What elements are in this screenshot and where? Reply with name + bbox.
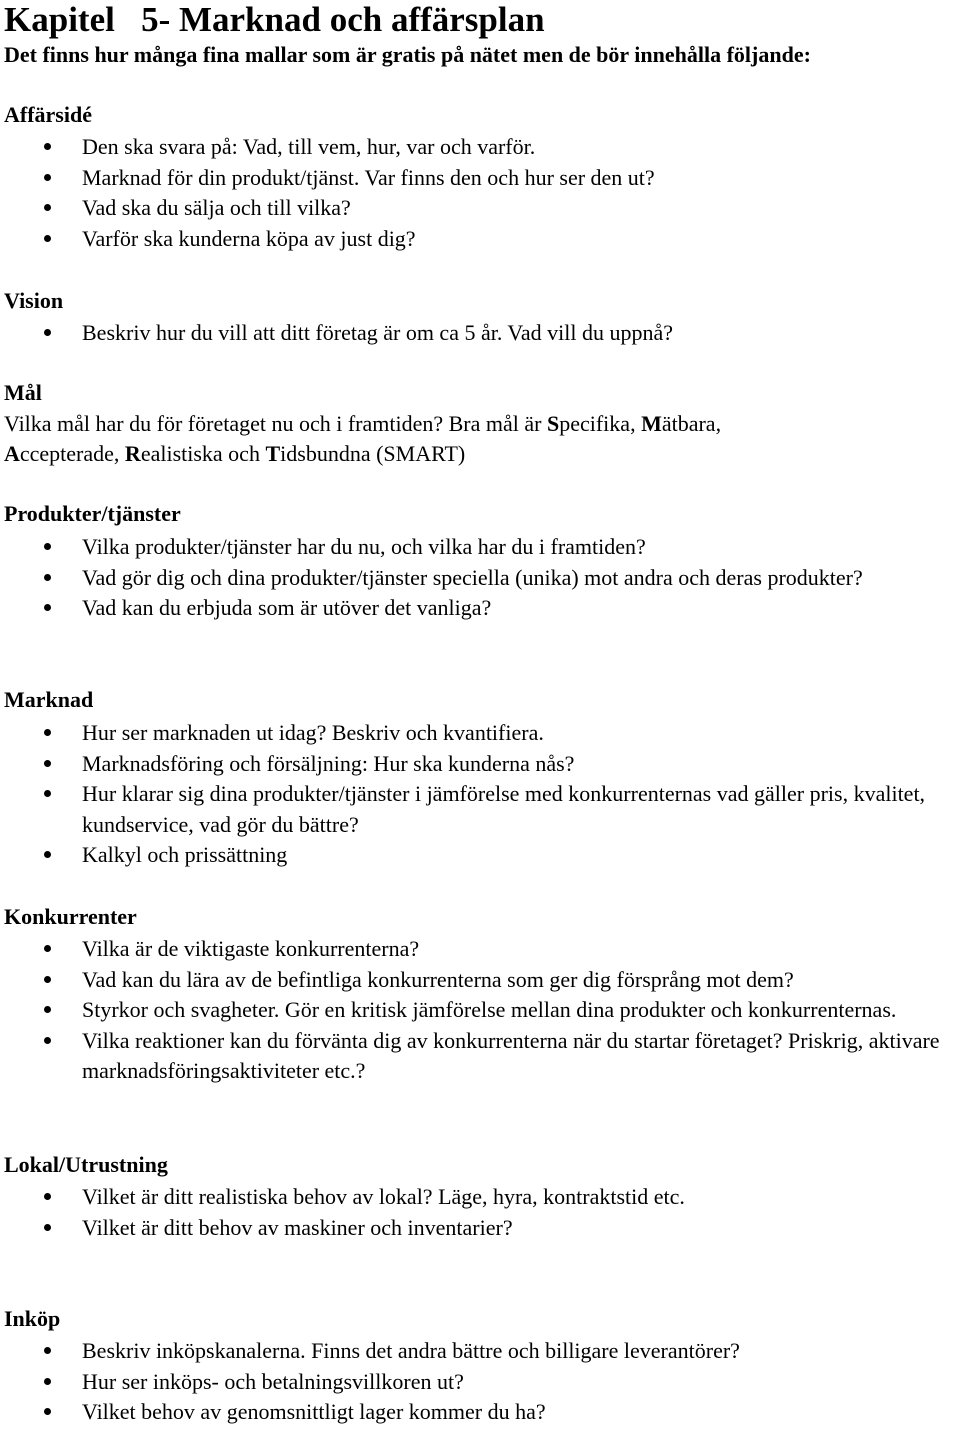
- heading-lokal: Lokal/Utrustning: [4, 1152, 168, 1177]
- list-item: Vilka är de viktigaste konkurrenterna?: [0, 934, 942, 965]
- smart-text: ätbara,: [661, 411, 722, 436]
- smart-text: Vilka mål har du för företaget nu och i framtiden? Bra mål är: [4, 411, 547, 436]
- heading-produkter: Produkter/tjänster: [4, 501, 181, 526]
- heading-marknad: Marknad: [4, 687, 94, 712]
- page-title: Kapitel 5- Marknad och affärsplan: [4, 0, 545, 39]
- list-item: Hur ser marknaden ut idag? Beskriv och kvantifiera.: [0, 718, 942, 749]
- list-item: Marknad för din produkt/tjänst. Var finns den och hur ser den ut?: [0, 163, 942, 194]
- list-item: Vilket är ditt realistiska behov av lokal? Läge, hyra, kontraktstid etc.: [0, 1182, 942, 1213]
- smart-text: ealistiska och: [140, 441, 266, 466]
- list-item: Vilket behov av genomsnittligt lager kommer du ha?: [0, 1397, 942, 1428]
- page-subtitle: Det finns hur många fina mallar som är gratis på nätet men de bör innehålla följande:: [4, 42, 811, 67]
- list-item: Vilka reaktioner kan du förvänta dig av konkurrenterna när du startar företaget? Priskrig, aktivare marknadsföringsaktiviteter etc.?: [0, 1026, 942, 1087]
- list-item: Varför ska kunderna köpa av just dig?: [0, 224, 942, 255]
- list-item: Marknadsföring och försäljning: Hur ska kunderna nås?: [0, 749, 942, 780]
- smart-letter: S: [546, 411, 560, 436]
- smart-paragraph: [4, 409, 954, 469]
- smart-text: idsbundna (SMART): [280, 441, 466, 466]
- list-item: Vilka produkter/tjänster har du nu, och vilka har du i framtiden?: [0, 532, 942, 563]
- list-item: Vad kan du lära av de befintliga konkurrenterna som ger dig försprång mot dem?: [0, 965, 942, 996]
- heading-inkop: Inköp: [4, 1306, 61, 1331]
- list-item: Hur ser inköps- och betalningsvillkoren ut?: [0, 1367, 942, 1398]
- smart-letter: A: [4, 441, 20, 466]
- smart-letter: M: [641, 411, 662, 436]
- heading-vision: Vision: [4, 288, 64, 313]
- list-item: Beskriv hur du vill att ditt företag är om ca 5 år. Vad vill du uppnå?: [0, 318, 942, 349]
- smart-text: ccepterade,: [19, 441, 125, 466]
- list-inkop: [0, 1336, 955, 1428]
- list-item: Vad ska du sälja och till vilka?: [0, 193, 942, 224]
- heading-konkurrenter: Konkurrenter: [4, 904, 137, 929]
- heading-affarside: Affärsidé: [4, 102, 92, 127]
- list-item: Vad gör dig och dina produkter/tjänster speciella (unika) mot andra och deras produkter?: [0, 563, 942, 594]
- list-item: Hur klarar sig dina produkter/tjänster i jämförelse med konkurrenternas vad gäller pris, kvalitet, kundservice, vad gör du bättre?: [0, 779, 942, 840]
- smart-text: pecifika,: [559, 411, 642, 436]
- list-vision: [0, 318, 955, 349]
- list-item: Beskriv inköpskanalerna. Finns det andra bättre och billigare leverantörer?: [0, 1336, 942, 1367]
- smart-letter: R: [124, 441, 141, 466]
- list-item: Styrkor och svagheter. Gör en kritisk jämförelse mellan dina produkter och konkurrenternas.: [0, 995, 942, 1026]
- list-produkter: [0, 532, 955, 624]
- list-affarside: [0, 132, 955, 254]
- list-konkurrenter: [0, 934, 955, 1087]
- list-item: Vilket är ditt behov av maskiner och inventarier?: [0, 1213, 942, 1244]
- heading-mal: Mål: [4, 380, 42, 405]
- list-marknad: [0, 718, 955, 871]
- list-item: Vad kan du erbjuda som är utöver det vanliga?: [0, 593, 942, 624]
- list-item: Den ska svara på: Vad, till vem, hur, var och varför.: [0, 132, 942, 163]
- smart-letter: T: [265, 441, 281, 466]
- list-lokal: [0, 1182, 955, 1243]
- list-item: Kalkyl och prissättning: [0, 840, 942, 871]
